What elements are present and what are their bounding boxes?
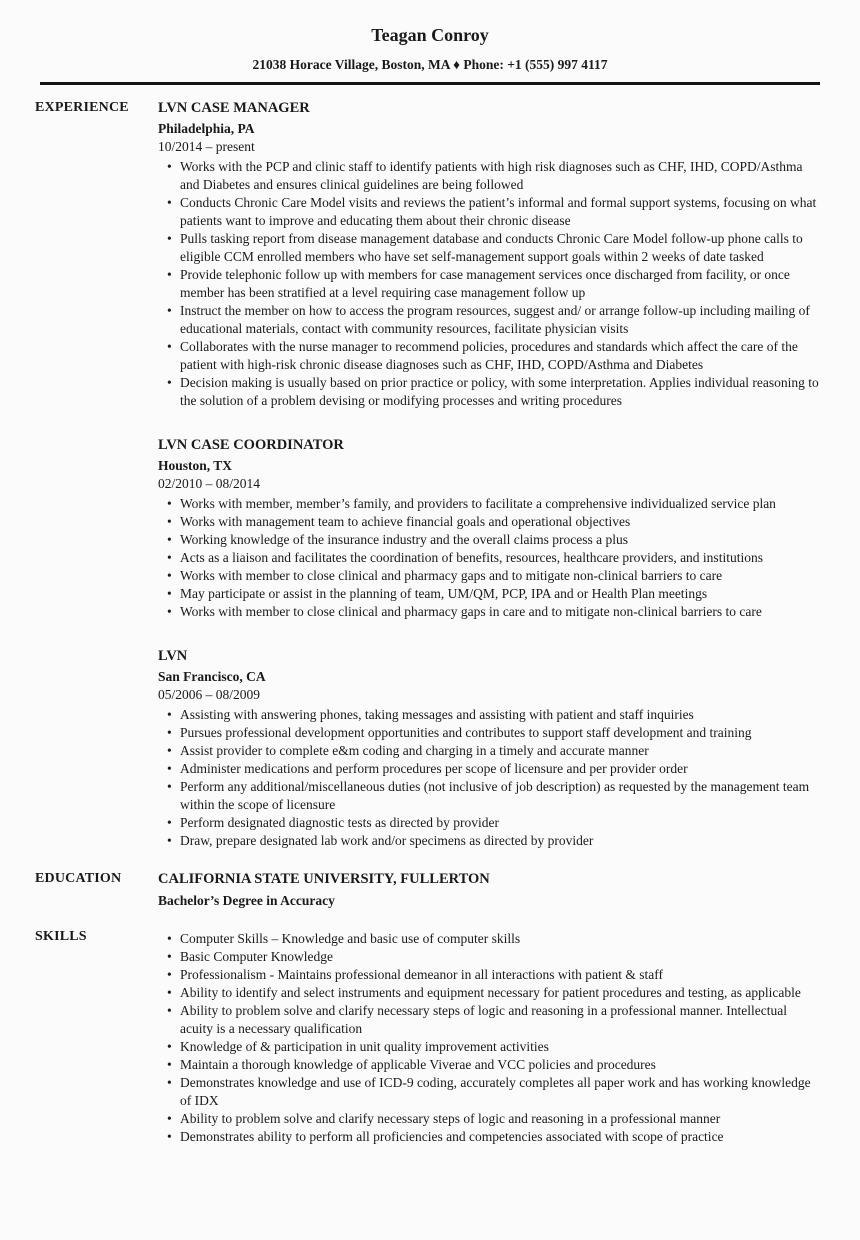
bullet-item: • Demonstrates knowledge and use of ICD-9 coding, accurately completes all paper work and has working knowledge of IDX bbox=[158, 1074, 820, 1110]
bullet-item: • Perform any additional/miscellaneous duties (not inclusive of job description) as requested by the management team within the scope of licensure bbox=[158, 778, 820, 814]
bullet-item: • Pulls tasking report from disease management database and conducts Chronic Care Model follow-up phone calls to eligible CCM enrolled members who have set self-management support goals within 2 weeks of date tasked bbox=[158, 230, 820, 266]
bullet-item: • Maintain a thorough knowledge of applicable Viverae and VCC policies and procedures bbox=[158, 1056, 820, 1074]
bullet-item: • Computer Skills – Knowledge and basic use of computer skills bbox=[158, 930, 820, 948]
bullet-item: • Ability to problem solve and clarify necessary steps of logic and reasoning in a professional manner bbox=[158, 1110, 820, 1128]
bullet-item: • Works with member, member’s family, and providers to facilitate a comprehensive individualized service plan bbox=[158, 495, 820, 513]
experience-section bbox=[0, 99, 860, 850]
experience-content bbox=[158, 99, 820, 850]
bullet-item: • Assisting with answering phones, taking messages and assisting with patient and staff inquiries bbox=[158, 706, 820, 724]
section-label-education: EDUCATION bbox=[35, 871, 122, 886]
skills-content bbox=[158, 928, 820, 1146]
section-label-skills: SKILLS bbox=[35, 929, 87, 944]
bullet-item: • Decision making is usually based on prior practice or policy, with some interpretation. Applies individual reasoning to the solution of a problem devising or modifying processes and writing procedures bbox=[158, 374, 820, 410]
job-title: LVN CASE COORDINATOR bbox=[158, 437, 344, 453]
job-entry-lvn-case-manager bbox=[158, 99, 820, 410]
contact-line: 21038 Horace Village, Boston, MA ♦ Phone: +1 (555) 997 4117 bbox=[252, 57, 608, 72]
bullet-item: • Draw, prepare designated lab work and/or specimens as directed by provider bbox=[158, 832, 820, 850]
bullet-item: • Collaborates with the nurse manager to recommend policies, procedures and standards which affect the care of the patient with high-risk chronic disease diagnoses such as CHF, IHD, COPD/Asthma and Diabetes bbox=[158, 338, 820, 374]
bullet-item: • Basic Computer Knowledge bbox=[158, 948, 820, 966]
bullet-item: • Provide telephonic follow up with members for case management services once discharged from facility, or once member has been stratified at a level requiring case management follow up bbox=[158, 266, 820, 302]
job-entry-lvn-case-coordinator bbox=[158, 436, 820, 621]
bullet-item: • Demonstrates ability to perform all proficiencies and competencies associated with scope of practice bbox=[158, 1128, 820, 1146]
degree-name: Bachelor’s Degree in Accuracy bbox=[158, 893, 335, 908]
job-bullet-list bbox=[158, 158, 820, 410]
bullet-item: • Works with management team to achieve financial goals and operational objectives bbox=[158, 513, 820, 531]
section-label-experience: EXPERIENCE bbox=[35, 100, 129, 115]
job-dates: 10/2014 – present bbox=[158, 139, 255, 154]
job-entry-lvn bbox=[158, 647, 820, 850]
job-dates: 02/2010 – 08/2014 bbox=[158, 476, 261, 491]
bullet-item: • Pursues professional development opportunities and contributes to support staff development and training bbox=[158, 724, 820, 742]
skills-bullet-list bbox=[158, 930, 820, 1146]
education-section bbox=[0, 870, 860, 910]
education-content bbox=[158, 870, 820, 910]
bullet-item: • Assist provider to complete e&m coding and charging in a timely and accurate manner bbox=[158, 742, 820, 760]
job-location: San Francisco, CA bbox=[158, 669, 266, 684]
job-bullet-list bbox=[158, 495, 820, 621]
bullet-item: • Conducts Chronic Care Model visits and reviews the patient’s informal and formal support systems, focusing on what patients want to improve and educating them about their chronic disease bbox=[158, 194, 820, 230]
bullet-item: • Acts as a liaison and facilitates the coordination of benefits, resources, healthcare providers, and institutions bbox=[158, 549, 820, 567]
resume-header bbox=[0, 0, 860, 85]
bullet-item: • Perform designated diagnostic tests as directed by provider bbox=[158, 814, 820, 832]
bullet-item: • Works with the PCP and clinic staff to identify patients with high risk diagnoses such as CHF, IHD, COPD/Asthma and Diabetes and ensures clinical guidelines are being followed bbox=[158, 158, 820, 194]
bullet-item: • Working knowledge of the insurance industry and the overall claims process a plus bbox=[158, 531, 820, 549]
header-divider bbox=[40, 82, 820, 85]
job-dates: 05/2006 – 08/2009 bbox=[158, 687, 261, 702]
bullet-item: • Works with member to close clinical and pharmacy gaps and to mitigate non-clinical barriers to care bbox=[158, 567, 820, 585]
bullet-item: • Ability to problem solve and clarify necessary steps of logic and reasoning in a professional manner. Intellectual acuity is a necessary qualification bbox=[158, 1002, 820, 1038]
job-bullet-list bbox=[158, 706, 820, 850]
job-location: Philadelphia, PA bbox=[158, 121, 255, 136]
school-name: CALIFORNIA STATE UNIVERSITY, FULLERTON bbox=[158, 871, 490, 887]
bullet-item: • Ability to identify and select instruments and equipment necessary for patient procedures and testing, as applicable bbox=[158, 984, 820, 1002]
bullet-item: • Works with member to close clinical and pharmacy gaps in care and to mitigate non-clinical barriers to care bbox=[158, 603, 820, 621]
job-title: LVN bbox=[158, 648, 188, 664]
candidate-name: Teagan Conroy bbox=[371, 25, 489, 45]
bullet-item: • Administer medications and perform procedures per scope of licensure and per provider order bbox=[158, 760, 820, 778]
job-location: Houston, TX bbox=[158, 458, 233, 473]
bullet-item: • May participate or assist in the planning of team, UM/QM, PCP, IPA and or Health Plan meetings bbox=[158, 585, 820, 603]
skills-section bbox=[0, 928, 860, 1146]
bullet-item: • Knowledge of & participation in unit quality improvement activities bbox=[158, 1038, 820, 1056]
bullet-item: • Instruct the member on how to access the program resources, suggest and/ or arrange follow-up including mailing of educational materials, contact with community resources, facilitate physician visits bbox=[158, 302, 820, 338]
job-title: LVN CASE MANAGER bbox=[158, 100, 310, 116]
bullet-item: • Professionalism - Maintains professional demeanor in all interactions with patient & staff bbox=[158, 966, 820, 984]
